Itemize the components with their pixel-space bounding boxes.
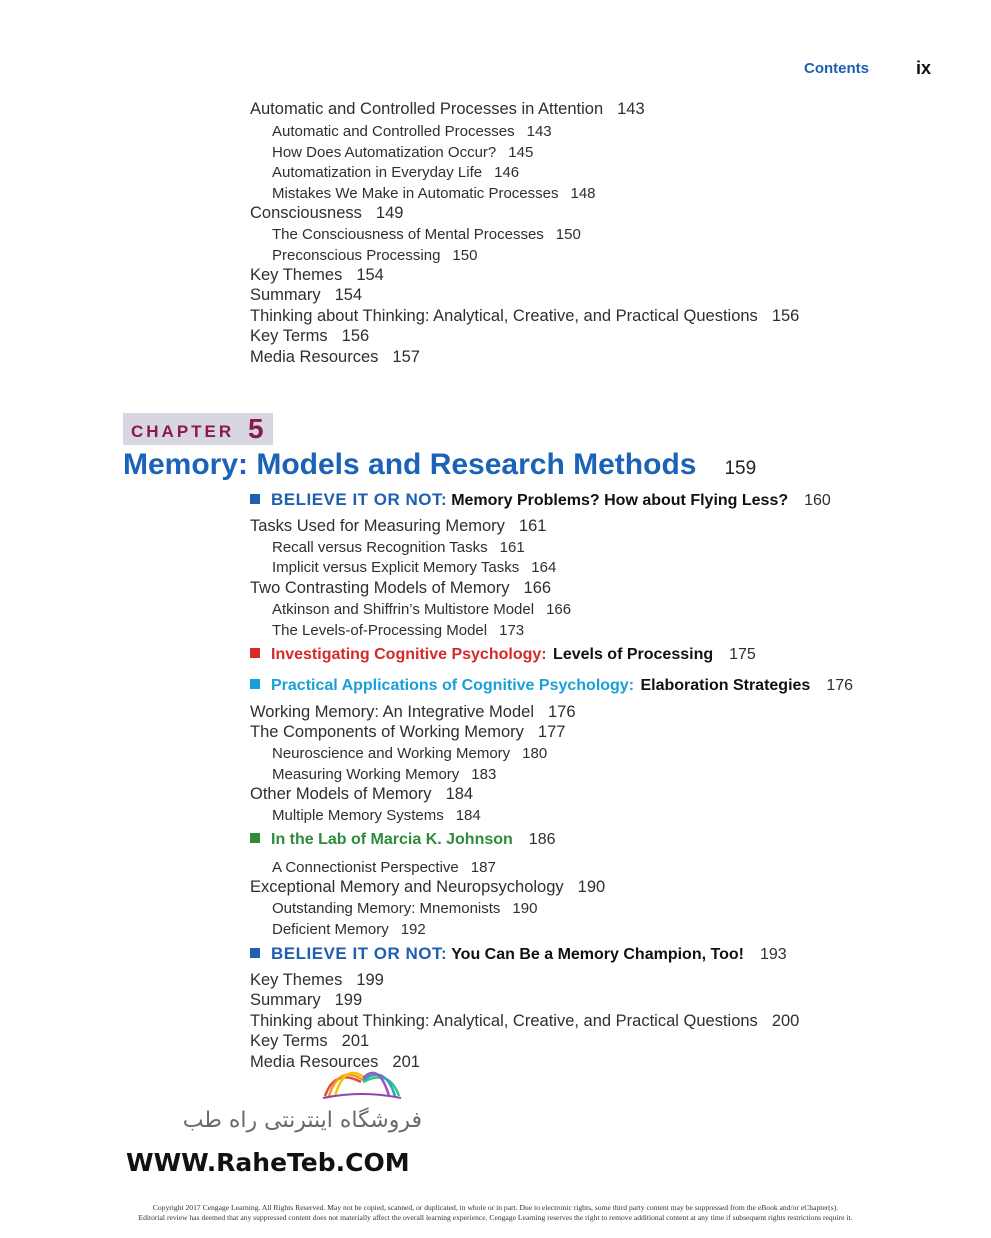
- chapter-word: CHAPTER: [131, 422, 235, 441]
- watermark-logo: [122, 1060, 432, 1180]
- toc-subentry[interactable]: [272, 539, 525, 556]
- toc-title: Preconscious Processing: [272, 247, 441, 264]
- toc-title: Media Resources: [250, 1053, 379, 1071]
- toc-entry[interactable]: [250, 266, 384, 285]
- toc-page: 180: [522, 745, 548, 762]
- toc-page: 201: [341, 1032, 370, 1050]
- toc-entry[interactable]: [250, 723, 565, 742]
- toc-subentry[interactable]: [272, 859, 496, 876]
- chapter-number: 5: [248, 413, 264, 444]
- toc-title: Thinking about Thinking: Analytical, Creative, and Practical Questions: [250, 307, 758, 325]
- watermark-url-text: WWW.RaheTeb.COM: [126, 1148, 410, 1177]
- toc-subentry[interactable]: [272, 807, 481, 824]
- toc-title: Exceptional Memory and Neuropsychology: [250, 878, 564, 896]
- toc-page: 164: [531, 559, 557, 576]
- toc-title: Two Contrasting Models of Memory: [250, 579, 510, 597]
- toc-page: 154: [334, 286, 363, 304]
- toc-page: 173: [499, 622, 525, 639]
- toc-title: The Components of Working Memory: [250, 723, 524, 741]
- toc-title: Summary: [250, 991, 321, 1009]
- toc-entry[interactable]: [250, 703, 576, 722]
- toc-title: Key Themes: [250, 266, 343, 284]
- box-tag: Investigating Cognitive Psychology:: [271, 646, 547, 663]
- believe-it-or-not-box[interactable]: [250, 490, 831, 510]
- toc-title: Media Resources: [250, 348, 379, 366]
- square-bullet-icon: [250, 948, 260, 958]
- box-title: Levels of Processing: [553, 646, 714, 663]
- box-tag: In the Lab of Marcia K. Johnson: [271, 831, 513, 848]
- chapter-badge: [123, 413, 273, 445]
- square-bullet-icon: [250, 679, 260, 689]
- toc-title: A Connectionist Perspective: [272, 859, 459, 876]
- toc-title: The Levels-of-Processing Model: [272, 622, 488, 639]
- toc-title: Summary: [250, 286, 321, 304]
- toc-subentry[interactable]: [272, 164, 519, 181]
- toc-subentry[interactable]: [272, 247, 477, 264]
- toc-subentry[interactable]: [272, 123, 552, 140]
- toc-title: Working Memory: An Integrative Model: [250, 703, 534, 721]
- toc-title: Multiple Memory Systems: [272, 807, 444, 824]
- investigating-box[interactable]: [250, 646, 756, 664]
- box-page: 160: [804, 492, 831, 509]
- toc-title: Implicit versus Explicit Memory Tasks: [272, 559, 520, 576]
- toc-title: Tasks Used for Measuring Memory: [250, 517, 505, 535]
- toc-page: 150: [452, 247, 478, 264]
- toc-page: 184: [455, 807, 481, 824]
- box-title: You Can Be a Memory Champion, Too!: [451, 946, 744, 963]
- toc-page: 156: [341, 327, 370, 345]
- toc-entry[interactable]: [250, 1012, 799, 1031]
- toc-entry[interactable]: [250, 348, 420, 367]
- box-tag: BELIEVE IT OR NOT:: [271, 944, 448, 963]
- toc-page: 161: [518, 517, 547, 535]
- toc-page: 187: [470, 859, 496, 876]
- square-bullet-icon: [250, 833, 260, 843]
- toc-page: 200: [771, 1012, 800, 1030]
- chapter-page: 159: [724, 458, 757, 479]
- toc-entry[interactable]: [250, 204, 403, 223]
- toc-entry[interactable]: [250, 307, 799, 326]
- toc-page: 156: [771, 307, 800, 325]
- toc-page: 166: [523, 579, 552, 597]
- toc-page: 146: [494, 164, 520, 181]
- toc-subentry[interactable]: [272, 921, 426, 938]
- toc-page: 190: [577, 878, 606, 896]
- toc-subentry[interactable]: [272, 900, 537, 917]
- toc-subentry[interactable]: [272, 226, 581, 243]
- believe-it-or-not-box[interactable]: [250, 944, 787, 964]
- toc-entry[interactable]: [250, 286, 362, 305]
- box-tag: Practical Applications of Cognitive Psychology:: [271, 677, 635, 694]
- toc-title: Key Terms: [250, 327, 328, 345]
- practical-applications-box[interactable]: [250, 677, 853, 695]
- toc-title: Recall versus Recognition Tasks: [272, 539, 488, 556]
- toc-entry[interactable]: [250, 971, 384, 990]
- toc-entry[interactable]: [250, 327, 369, 346]
- toc-page: 148: [570, 185, 596, 202]
- box-page: 176: [826, 677, 854, 694]
- toc-entry[interactable]: [250, 517, 546, 536]
- toc-page: 161: [499, 539, 525, 556]
- in-the-lab-box[interactable]: [250, 831, 556, 849]
- toc-title: Key Terms: [250, 1032, 328, 1050]
- toc-page: 143: [526, 123, 552, 140]
- toc-entry[interactable]: [250, 991, 362, 1010]
- toc-title: Automatic and Controlled Processes in Attention: [250, 100, 604, 118]
- toc-title: Atkinson and Shiffrin’s Multistore Model: [272, 601, 535, 618]
- toc-subentry[interactable]: [272, 622, 524, 639]
- toc-page: 199: [334, 991, 363, 1009]
- toc-title: Other Models of Memory: [250, 785, 432, 803]
- toc-subentry[interactable]: [272, 745, 547, 762]
- toc-entry[interactable]: [250, 579, 551, 598]
- copyright-notice: [60, 1203, 931, 1223]
- watermark-persian: فروشگاه اینترنتی راه طب: [182, 1108, 422, 1133]
- box-page: 193: [759, 946, 787, 963]
- page-number: ix: [915, 58, 931, 78]
- toc-title: Deficient Memory: [272, 921, 389, 938]
- toc-page: 157: [392, 348, 420, 366]
- box-page: 175: [729, 646, 756, 663]
- toc-page: 199: [356, 971, 384, 989]
- toc-subentry[interactable]: [272, 559, 556, 576]
- box-tag: BELIEVE IT OR NOT:: [271, 490, 448, 509]
- toc-page: 166: [546, 601, 572, 618]
- toc-title: Consciousness: [250, 204, 362, 222]
- toc-page: 201: [392, 1053, 420, 1071]
- toc-page: 184: [445, 785, 474, 803]
- toc-page: 190: [512, 900, 538, 917]
- square-bullet-icon: [250, 648, 260, 658]
- toc-subentry[interactable]: [272, 601, 571, 618]
- toc-title: Automatization in Everyday Life: [272, 164, 483, 181]
- chapter-title-text: Memory: Models and Research Methods: [123, 448, 697, 481]
- toc-title: How Does Automatization Occur?: [272, 144, 497, 161]
- toc-page: 176: [547, 703, 576, 721]
- toc-page: 145: [508, 144, 534, 161]
- toc-entry[interactable]: [250, 100, 645, 119]
- toc-title: Key Themes: [250, 971, 343, 989]
- toc-subentry[interactable]: [272, 766, 496, 783]
- toc-title: Automatic and Controlled Processes: [272, 123, 515, 140]
- toc-entry[interactable]: [250, 785, 473, 804]
- box-title: Memory Problems? How about Flying Less?: [451, 492, 789, 509]
- copyright-line: Copyright 2017 Cengage Learning. All Rights Reserved. May not be copied, scanned, or duplicated, in whole or in part. Due to electronic rights, some third party content may be suppressed from the eBook and/or eChapter(s).: [152, 1203, 839, 1212]
- toc-title: Thinking about Thinking: Analytical, Creative, and Practical Questions: [250, 1012, 758, 1030]
- box-title: Elaboration Strategies: [640, 677, 811, 694]
- toc-entry[interactable]: [250, 1032, 369, 1051]
- toc-title: Mistakes We Make in Automatic Processes: [272, 185, 559, 202]
- toc-title: Measuring Working Memory: [272, 766, 460, 783]
- toc-title: The Consciousness of Mental Processes: [272, 226, 544, 243]
- toc-title: Outstanding Memory: Mnemonists: [272, 900, 501, 917]
- toc-page: 183: [471, 766, 497, 783]
- toc-title: Neuroscience and Working Memory: [272, 745, 511, 762]
- toc-page: 149: [375, 204, 404, 222]
- square-bullet-icon: [250, 494, 260, 504]
- running-head-label: Contents: [804, 60, 869, 77]
- toc-subentry[interactable]: [272, 185, 596, 202]
- toc-page: 154: [356, 266, 384, 284]
- toc-page: 150: [555, 226, 581, 243]
- toc-page: 143: [617, 100, 645, 118]
- toc-entry[interactable]: [250, 878, 605, 897]
- chapter-title[interactable]: [123, 448, 756, 482]
- box-page: 186: [528, 831, 556, 848]
- toc-page: 177: [537, 723, 566, 741]
- copyright-line: Editorial review has deemed that any suppressed content does not materially affect the overall learning experience. Cengage Learning reserves the right to remove additional content at any time if subsequent rights restrictions require it.: [138, 1213, 853, 1222]
- book-logo-icon: [317, 1060, 407, 1100]
- toc-page: 192: [400, 921, 426, 938]
- watermark-url[interactable]: [126, 1148, 410, 1177]
- toc-subentry[interactable]: [272, 144, 533, 161]
